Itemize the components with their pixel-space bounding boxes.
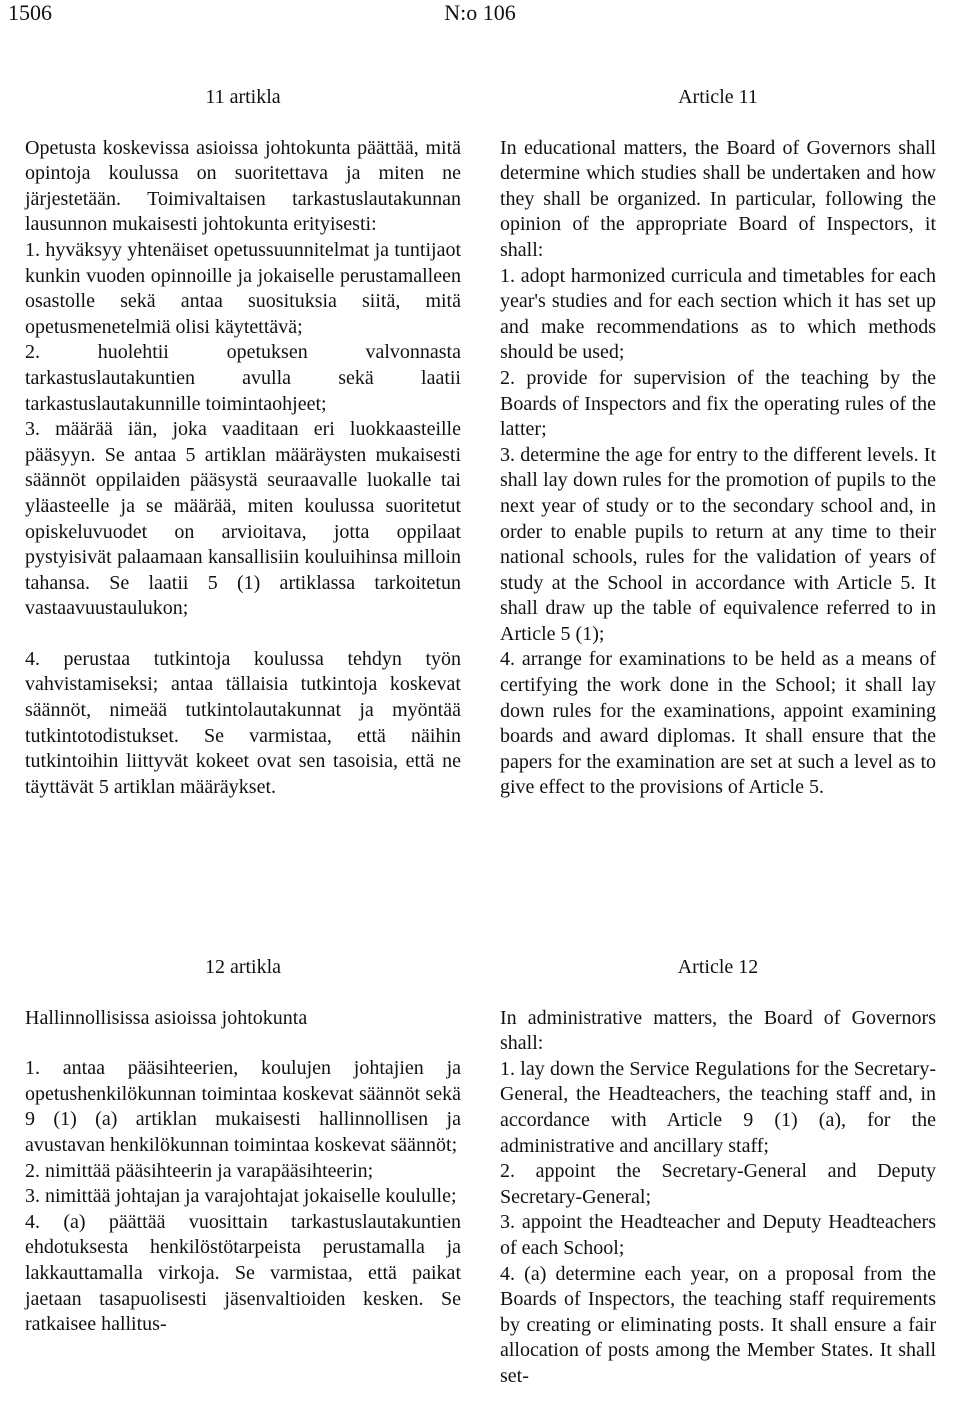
article-item: 3. appoint the Headteacher and Deputy Headteachers of each School; [500,1211,936,1259]
article-item: 2. nimittää pääsihteerin ja varapääsihteerin; [25,1159,374,1182]
article-heading: Article 12 [677,956,759,978]
finnish-article-12 [25,955,461,1338]
article-item: 4. arrange for examinations to be held as a means of certifying the work done in the School; it shall lay down rules for the examinations, appoint examining boards and award diplomas. It shall ensure that the papers for the examination are set at such a level as to give effect to the provisions of Article 5. [500,648,936,799]
article-item: 4. perustaa tutkintoja koulussa tehdyn työn vahvistamiseksi; antaa tällaisia tutkintoja koskevat säännöt, nimeää tutkintolautakunnat ja myöntää tutkintotodistukset. Se varmistaa, että näihin tutkintoihin liittyvät kokeet ovat sen tasoisia, että ne täyttävät 5 artiklan määräykset. [25,647,461,798]
article-item: 1. hyväksyy yhtenäiset opetussuunnitelmat ja tuntijaot kunkin vuoden opinnoille ja jokaiselle perustamalleen osastolle sekä antaa suosituksia siitä, mitä opetusmenetelmiä olisi käytettävä; [25,238,461,338]
issue-number: N:o 106 [444,0,516,25]
page-number: 1506 [8,0,52,25]
article-item: 2. provide for supervision of the teaching by the Boards of Inspectors and fix the operating rules of the latter; [500,366,936,441]
article-item: 2. appoint the Secretary-General and Deputy Secretary-General; [500,1160,936,1208]
article-intro: In educational matters, the Board of Governors shall determine which studies shall be undertaken and how they shall be organized. In particular, following the opinion of the appropriate Board of Inspectors, it shall: [500,136,936,261]
article-item: 3. determine the age for entry to the different levels. It shall lay down rules for the promotion of pupils to the next year of study or to the secondary school and, in order to enable pupils to return at any time to their national schools, rules for the validation of years of study at the School in accordance with Article 5. It shall draw up the table of equivalence referred to in Article 5 (1); [500,443,936,645]
english-article-11 [500,85,936,801]
article-item: 1. adopt harmonized curricula and timetables for each year's studies and for each section which it has set up and make recommendations as to which methods should be used; [500,264,936,364]
article-item: 1. antaa pääsihteerien, koulujen johtajien ja opetushenkilökunnan toimintaa koskevat säännöt sekä 9 (1) (a) artiklan mukaisesti hallinnollisen ja avustavan henkilökunnan toimintaa koskevat säännöt; [25,1057,461,1156]
finnish-article-11 [25,85,461,800]
article-item: 4. (a) päättää vuosittain tarkastuslautakuntien ehdotuksesta henkilöstötarpeista perustamalla ja lakkauttamalla virkoja. Se varmistaa, että paikat jaetaan tasapuolisesti jäsenvaltioiden kesken. Se ratkaisee hallitus- [25,1210,461,1336]
article-item: 1. lay down the Service Regulations for the Secretary-General, the Headteachers, the teaching staff and, in accordance with Article 9 (1) (a), for the administrative and ancillary staff; [500,1057,936,1157]
article-intro: Opetusta koskevissa asioissa johtokunta päättää, mitä opintoja koulussa on suoritettava ja miten ne järjestetään. Toimivaltaisen tarkastuslautakunnan lausunnon mukaisesti johtokunta erityisesti: [25,136,461,236]
article-item: 2. huolehtii opetuksen valvonnasta tarkastuslautakuntien avulla sekä laatii tarkastuslautakunnille toimintaohjeet; [25,341,461,415]
article-item: 4. (a) determine each year, on a proposal from the Boards of Inspectors, the teaching staff requirements by creating or eliminating posts. It shall ensure a fair allocation of posts among the Member States. It shall set- [500,1262,936,1387]
article-item: 3. määrää iän, joka vaaditaan eri luokkaasteille pääsyyn. Se antaa 5 artiklan määräysten mukaisesti säännöt oppilaiden pääsystä seuraavalle luokalle tai yläasteelle ja se määrää, miten koulussa suoritetut opiskeluvuodet on arvioitava, jotta oppilaat pystyisivät palaamaan kansallisiin kouluihinsa milloin tahansa. Se laatii 5 (1) artiklassa tarkoitetun vastaavuustaulukon; [25,418,461,620]
article-intro: Hallinnollisissa asioissa johtokunta [25,1006,308,1029]
english-article-12 [500,955,936,1390]
article-item: 3. nimittää johtajan ja varajohtajat jokaiselle koululle; [25,1185,457,1208]
article-heading: 11 artikla [205,86,281,108]
article-intro: In administrative matters, the Board of Governors shall: [500,1006,936,1055]
article-heading: 12 artikla [204,956,282,978]
article-heading: Article 11 [678,86,758,108]
